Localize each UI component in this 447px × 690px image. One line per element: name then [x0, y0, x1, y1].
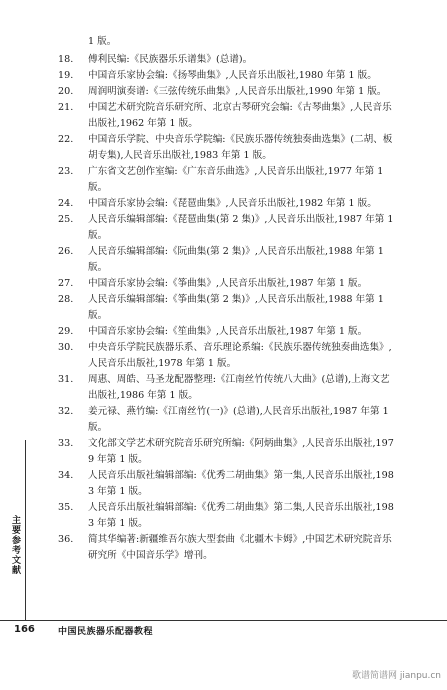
- reference-item: [58, 340, 394, 372]
- reference-text: 人民音乐出版社编辑部编:《优秀二胡曲集》第二集,人民音乐出版社,1983 年第 1 版。: [88, 502, 394, 529]
- reference-item: [58, 500, 394, 532]
- reference-item: [58, 276, 394, 292]
- reference-item: [58, 372, 394, 404]
- reference-item: [58, 404, 394, 436]
- reference-item: [58, 196, 394, 212]
- reference-item: [58, 68, 394, 84]
- reference-number: 22.: [58, 134, 74, 145]
- reference-number: 20.: [58, 86, 74, 97]
- reference-text: 中国音乐学院、中央音乐学院编:《民族乐器传统独奏曲选集》(二胡、板胡专集),人民音乐出版社,1983 年第 1 版。: [88, 134, 393, 161]
- reference-number: 35.: [58, 502, 74, 513]
- reference-number: 21.: [58, 102, 74, 113]
- reference-item: [58, 532, 394, 564]
- reference-item: [58, 436, 394, 468]
- reference-item: [58, 100, 394, 132]
- reference-number: 28.: [58, 294, 74, 305]
- reference-number: 24.: [58, 198, 74, 209]
- reference-text: 中国音乐家协会编:《筝曲集》,人民音乐出版社,1987 年第 1 版。: [88, 278, 368, 289]
- reference-number: 32.: [58, 406, 74, 417]
- reference-text: 中国音乐家协会编:《扬琴曲集》,人民音乐出版社,1980 年第 1 版。: [88, 70, 377, 81]
- reference-continuation: 1 版。: [88, 36, 117, 47]
- reference-text: 中央音乐学院民族器乐系、音乐理论系编:《民族乐器传统独奏曲选集》,人民音乐出版社,1978 年第 1 版。: [88, 342, 392, 369]
- margin-rule-vertical: [25, 440, 26, 620]
- reference-text: 简其华编著:新疆维吾尔族大型套曲《北疆木卡姆》,中国艺术研究院音乐研究所《中国音乐学》增刊。: [88, 534, 392, 561]
- reference-number: 23.: [58, 166, 74, 177]
- reference-item: [58, 212, 394, 244]
- reference-number: 26.: [58, 246, 74, 257]
- reference-text: 人民音乐出版社编辑部编:《优秀二胡曲集》第一集,人民音乐出版社,1983 年第 1 版。: [88, 470, 394, 497]
- reference-item: [58, 244, 394, 276]
- page-number: 166: [14, 624, 35, 635]
- footer-rule: [0, 620, 447, 621]
- reference-item: [58, 52, 394, 68]
- reference-number: 29.: [58, 326, 74, 337]
- reference-number: 31.: [58, 374, 74, 385]
- reference-text: 姜元禄、燕竹编:《江南丝竹(一)》(总谱),人民音乐出版社,1987 年第 1 版。: [88, 406, 389, 433]
- reference-list: [58, 52, 394, 564]
- reference-item: [58, 164, 394, 196]
- reference-number: 30.: [58, 342, 74, 353]
- reference-item: [58, 292, 394, 324]
- reference-number: 33.: [58, 438, 74, 449]
- reference-text: 人民音乐编辑部编:《阮曲集(第 2 集)》,人民音乐出版社,1988 年第 1 版。: [88, 246, 384, 273]
- reference-text: 傅利民编:《民族器乐乐谱集》(总谱)。: [88, 54, 253, 65]
- reference-number: 36.: [58, 534, 74, 545]
- running-footer-title: 中国民族器乐配器教程: [58, 627, 154, 637]
- reference-item: [58, 324, 394, 340]
- reference-text: 中国音乐家协会编:《琵琶曲集》,人民音乐出版社,1982 年第 1 版。: [88, 198, 377, 209]
- watermark-text: 歌谱简谱网 jianpu.cn: [351, 671, 441, 681]
- reference-number: 25.: [58, 214, 74, 225]
- reference-number: 34.: [58, 470, 74, 481]
- reference-item: [58, 468, 394, 500]
- reference-text: 周润明演奏谱:《三弦传统乐曲集》,人民音乐出版社,1990 年第 1 版。: [88, 86, 387, 97]
- reference-text: 中国音乐家协会编:《笙曲集》,人民音乐出版社,1987 年第 1 版。: [88, 326, 368, 337]
- reference-item: [58, 132, 394, 164]
- reference-number: 18.: [58, 54, 74, 65]
- reference-number: 27.: [58, 278, 74, 289]
- reference-text: 人民音乐编辑部编:《琵琶曲集(第 2 集)》,人民音乐出版社,1987 年第 1 版。: [88, 214, 394, 241]
- reference-text: 广东省文艺创作室编:《广东音乐曲选》,人民音乐出版社,1977 年第 1 版。: [88, 166, 384, 193]
- reference-text: 文化部文学艺术研究院音乐研究所编:《阿炳曲集》,人民音乐出版社,1979 年第 1 版。: [88, 438, 394, 465]
- reference-text: 中国艺术研究院音乐研究所、北京古琴研究会编:《古琴曲集》,人民音乐出版社,1962 年第 1 版。: [88, 102, 392, 129]
- reference-text: 周惠、周皓、马圣龙配器整理:《江南丝竹传统八大曲》(总谱),上海文艺出版社,1986 年第 1 版。: [88, 374, 390, 401]
- reference-text: 人民音乐编辑部编:《筝曲集(第 2 集)》,人民音乐出版社,1988 年第 1 版。: [88, 294, 384, 321]
- reference-number: 19.: [58, 70, 74, 81]
- reference-item: [58, 84, 394, 100]
- section-side-label: 主要参考文献: [10, 515, 20, 575]
